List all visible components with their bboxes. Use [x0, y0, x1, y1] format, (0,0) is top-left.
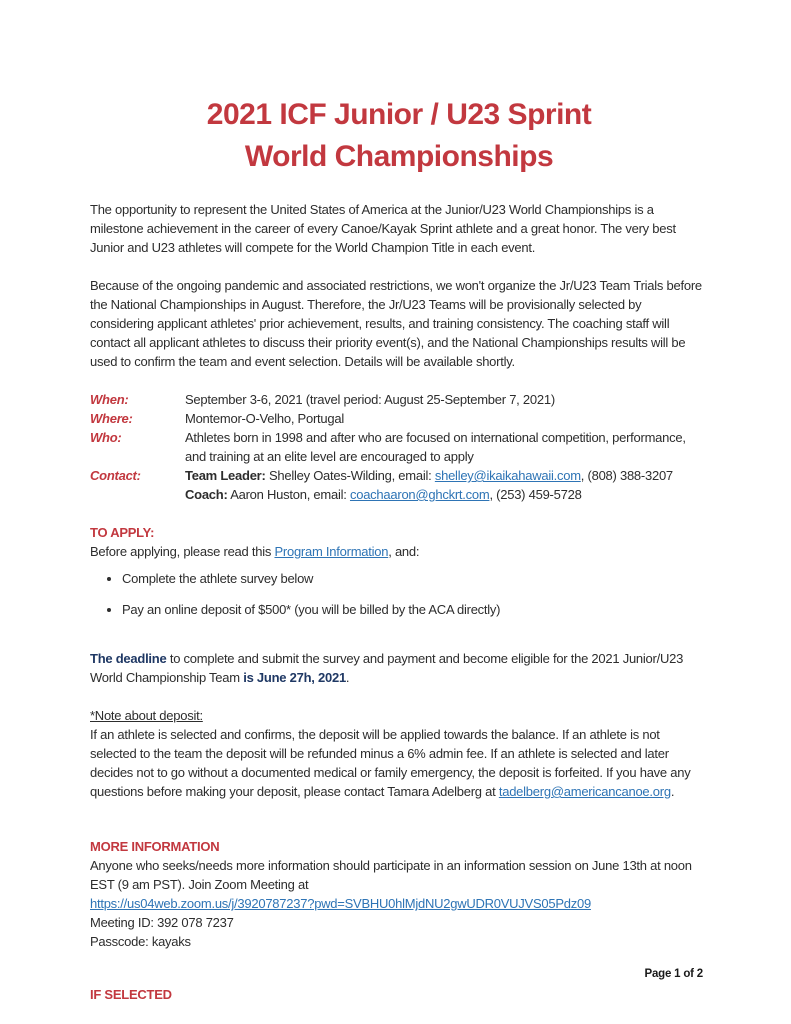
deposit-note-period: .	[670, 784, 675, 799]
intro-paragraph-2: Because of the ongoing pandemic and associated restrictions, we won't organize the Jr/U23 Team Trials before the National Championships in August. Therefore, the Jr/U23 Teams will be provisionally selected by considering applicant athletes' prior achievement, results, and training consistency. The coaching staff will contact all applicant athletes to discuss their priority event(s), and the National Championships results will be used to confirm the team and event selection. Details will be available shortly.	[90, 278, 702, 369]
when-value: September 3-6, 2021 (travel period: August 25-September 7, 2021)	[185, 392, 555, 407]
more-information-text: Anyone who seeks/needs more information should participate in an information session on June 13th at noon EST (9 am PST). Join Zoom Meeting at	[90, 858, 692, 892]
passcode-line: Passcode: kayaks	[90, 934, 191, 949]
document-content	[90, 0, 708, 1004]
deposit-note-heading: *Note about deposit:	[90, 708, 203, 723]
coach-text: Aaron Huston, email:	[227, 487, 350, 502]
apply-bullet-1: • Complete the athlete survey below	[122, 569, 708, 588]
apply-intro	[90, 542, 708, 561]
apply-bullet-2: • Pay an online deposit of $500* (you will be billed by the ACA directly)	[122, 600, 708, 619]
to-apply-section	[90, 523, 708, 619]
to-apply-heading: TO APPLY:	[90, 525, 155, 540]
coach-label: Coach:	[185, 487, 228, 502]
zoom-meeting-link[interactable]: https://us04web.zoom.us/j/3920787237?pwd=SVBHU0hlMjdNU2gwUDR0VUJVS05Pdz09	[90, 896, 591, 911]
contact-value	[185, 466, 708, 504]
detail-row-where	[90, 409, 708, 428]
deadline-bold-1: The deadline	[90, 651, 167, 666]
more-information-heading: MORE INFORMATION	[90, 839, 220, 854]
deadline-bold-2: is June 27h, 2021	[243, 670, 346, 685]
tadelberg-email-link[interactable]: tadelberg@americancanoe.org	[498, 784, 671, 799]
where-label: Where:	[90, 411, 133, 426]
contact-label: Contact:	[90, 468, 141, 483]
team-leader-label: Team Leader:	[185, 468, 266, 483]
deadline-paragraph	[90, 649, 708, 687]
program-information-link[interactable]: Program Information	[274, 544, 389, 559]
team-leader-email-link[interactable]: shelley@ikaikahawaii.com	[434, 468, 581, 483]
intro-paragraph-1: The opportunity to represent the United States of America at the Junior/U23 World Championships is a milestone achievement in the career of every Canoe/Kayak Sprint athlete and a great honor. The very best Junior and U23 athletes will compete for the World Champion Title in each event.	[90, 202, 676, 255]
where-value: Montemor-O-Velho, Portugal	[185, 411, 344, 426]
coach-phone: , (253) 459-5728	[489, 487, 582, 502]
deposit-note-paragraph	[90, 725, 708, 801]
apply-intro-before: Before applying, please read this	[90, 544, 275, 559]
page-title-line1: 2021 ICF Junior / U23 Sprint	[206, 98, 592, 131]
page-number-indicator: Page 1 of 2	[644, 968, 703, 980]
event-details	[90, 390, 708, 504]
team-leader-phone: , (808) 388-3207	[580, 468, 673, 483]
meeting-id-line: Meeting ID: 392 078 7237	[90, 915, 234, 930]
deadline-text-2: .	[345, 670, 350, 685]
apply-bullet-list	[90, 569, 708, 619]
detail-row-who	[90, 428, 708, 466]
page-title-line2: World Championships	[244, 140, 554, 173]
page-title	[90, 94, 708, 178]
deadline-text-1: to complete and submit the survey and payment and become eligible for the 2021 Junior/U23 World Championship Team	[90, 651, 684, 685]
detail-row-contact	[90, 466, 708, 504]
apply-intro-after: , and:	[388, 544, 420, 559]
detail-row-when	[90, 390, 708, 409]
team-leader-text: Shelley Oates-Wilding, email:	[265, 468, 435, 483]
more-information-section	[90, 837, 708, 951]
when-label: When:	[90, 392, 129, 407]
coach-email-link[interactable]: coachaaron@ghckrt.com	[349, 487, 490, 502]
if-selected-heading: IF SELECTED	[90, 987, 172, 1002]
who-value: Athletes born in 1998 and after who are focused on international competition, performance, and training at an elite level are encouraged to apply	[185, 430, 686, 464]
deposit-note-text: If an athlete is selected and confirms, the deposit will be applied towards the balance. If an athlete is not selected to the team the deposit will be refunded minus a 6% admin fee. If an athlete is selected and later decides not to go without a documented medical or family emergency, the deposit is forfeited. If you have any questions before making your deposit, please contact Tamara Adelberg at	[90, 727, 691, 799]
who-label: Who:	[90, 430, 122, 445]
